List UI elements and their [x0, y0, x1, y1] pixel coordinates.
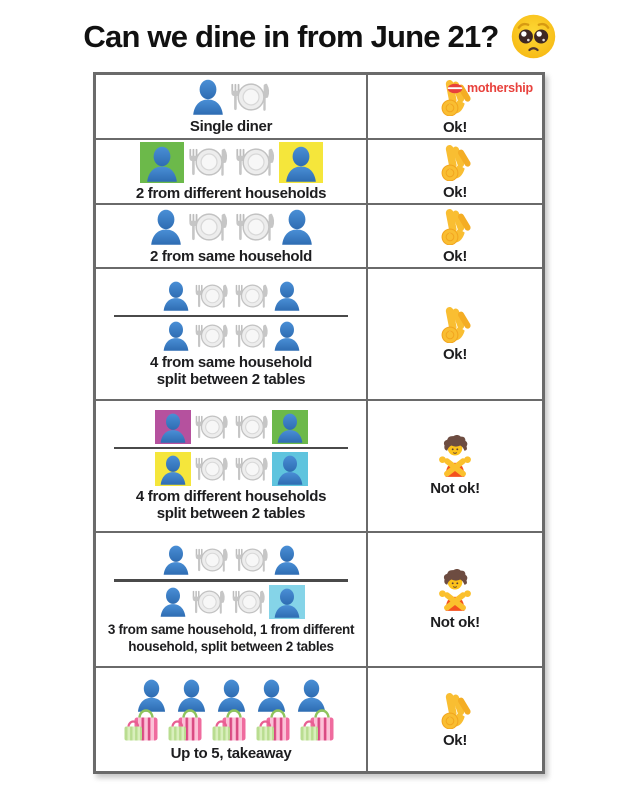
person-bust-icon	[272, 544, 302, 576]
scenario-cell	[96, 205, 368, 267]
verdict-cell	[368, 668, 542, 771]
diner-group	[158, 585, 305, 619]
place-setting-icon	[232, 411, 271, 443]
verdict-label: Ok!	[442, 248, 468, 265]
place-setting-icon	[192, 544, 231, 576]
verdict-label: Ok!	[442, 731, 468, 749]
verdict-cell	[368, 401, 542, 531]
person-icon	[190, 78, 226, 116]
table-row	[96, 668, 542, 771]
scenario-cell	[96, 140, 368, 203]
person-icon	[158, 586, 188, 618]
diner-group	[161, 544, 302, 576]
scenario-label: Up to 5, takeaway	[170, 744, 292, 762]
person-bust-icon	[158, 412, 188, 444]
place-setting-icon	[185, 208, 231, 246]
person-bust-icon	[283, 145, 319, 183]
table-row	[96, 205, 542, 269]
scenario-cell	[96, 533, 368, 666]
place-setting-icon	[232, 320, 271, 352]
ok-hand-emoji	[438, 691, 472, 729]
place-setting-icon	[232, 544, 271, 576]
table-divider-line	[114, 447, 348, 450]
person-icon	[272, 280, 302, 312]
verdict-label: Ok!	[442, 183, 468, 201]
ok-hand-emoji	[438, 207, 472, 245]
verdict-cell	[368, 533, 542, 666]
place-setting-icon	[192, 320, 231, 352]
person-bust-icon	[275, 412, 305, 444]
scenario-label: 2 from same household	[149, 247, 313, 265]
place-setting-icon	[232, 280, 271, 312]
place-setting-icon	[232, 143, 278, 181]
scenario-label: 3 from same household, 1 from different household, split between 2 tables	[107, 621, 355, 654]
scenario-label: 4 from same household split between 2 tables	[149, 354, 313, 389]
page-title-row	[0, 13, 640, 60]
table-divider-line	[114, 579, 348, 582]
shopping-bags-icon	[255, 707, 295, 743]
ok-hand-emoji	[438, 305, 472, 343]
ok-hand-emoji	[438, 143, 472, 181]
mothership-logo-icon	[447, 83, 463, 94]
person-icon	[148, 208, 184, 246]
place-setting-icon	[227, 78, 273, 116]
diner-group	[161, 320, 302, 352]
person-bust-icon	[272, 280, 302, 312]
person-bust-icon	[161, 280, 191, 312]
scenario-cell	[96, 668, 368, 771]
person-icon-yellow-household	[155, 452, 191, 486]
pleading-face-emoji	[510, 13, 557, 60]
table-row	[96, 140, 542, 205]
table-row	[96, 533, 542, 668]
person-bust-icon	[272, 320, 302, 352]
brand-logo	[447, 81, 533, 95]
person-icon-green-household	[140, 142, 184, 183]
person-icon-lightcyan-household	[269, 585, 305, 619]
person-bust-icon	[161, 320, 191, 352]
person-bust-icon	[158, 586, 188, 618]
verdict-label: Ok!	[442, 346, 468, 363]
person-icon	[161, 320, 191, 352]
scenario-label: 2 from different households	[135, 184, 327, 202]
verdict-cell	[368, 140, 542, 203]
place-setting-icon	[189, 586, 228, 618]
person-icon-magenta-household	[155, 410, 191, 444]
table-row	[96, 401, 542, 533]
verdict-label: Not ok!	[430, 480, 480, 497]
diner-group	[190, 78, 273, 116]
person-bust-icon	[272, 587, 302, 619]
shopping-bags-icon	[123, 707, 163, 743]
shopping-bags-icon	[299, 707, 339, 743]
place-setting-icon	[229, 586, 268, 618]
scenario-cell	[96, 269, 368, 399]
place-setting-icon	[185, 143, 231, 181]
place-setting-icon	[232, 208, 278, 246]
no-gesture-emoji	[432, 435, 478, 477]
verdict-cell	[368, 269, 542, 399]
table-divider-line	[114, 315, 348, 318]
place-setting-icon	[192, 411, 231, 443]
scenario-label: 4 from different households split between 2 tables	[135, 488, 327, 523]
person-bust-icon	[275, 454, 305, 486]
person-icon	[279, 208, 315, 246]
verdict-label: Ok!	[442, 118, 468, 136]
rules-table	[93, 72, 545, 774]
person-bust-icon	[144, 145, 180, 183]
person-icon	[161, 280, 191, 312]
diner-group	[140, 142, 323, 183]
place-setting-icon	[232, 453, 271, 485]
scenario-cell	[96, 75, 368, 138]
scenario-cell	[96, 401, 368, 531]
page-title: Can we dine in from June 21?	[83, 18, 499, 54]
person-bust-icon	[158, 454, 188, 486]
place-setting-icon	[192, 280, 231, 312]
diner-group	[148, 208, 315, 246]
diner-group	[161, 280, 302, 312]
shopping-bags-icon	[167, 707, 207, 743]
person-bust-icon	[148, 208, 184, 246]
shopping-bags-icon	[211, 707, 251, 743]
person-bust-icon	[161, 544, 191, 576]
diner-group	[123, 711, 339, 743]
diner-group	[155, 452, 308, 486]
person-bust-icon	[190, 78, 226, 116]
place-setting-icon	[192, 453, 231, 485]
verdict-label: Not ok!	[430, 613, 480, 631]
rules-table-body	[96, 75, 542, 771]
table-row	[96, 269, 542, 401]
person-icon-yellow-household	[279, 142, 323, 183]
person-icon	[272, 544, 302, 576]
scenario-label: Single diner	[189, 118, 273, 135]
brand-name: mothership	[466, 81, 533, 95]
person-icon-cyan-household	[272, 452, 308, 486]
diner-group	[155, 410, 308, 444]
person-icon	[272, 320, 302, 352]
person-bust-icon	[279, 208, 315, 246]
person-icon-green-household	[272, 410, 308, 444]
no-gesture-emoji	[432, 569, 478, 611]
verdict-cell	[368, 205, 542, 267]
person-icon	[161, 544, 191, 576]
